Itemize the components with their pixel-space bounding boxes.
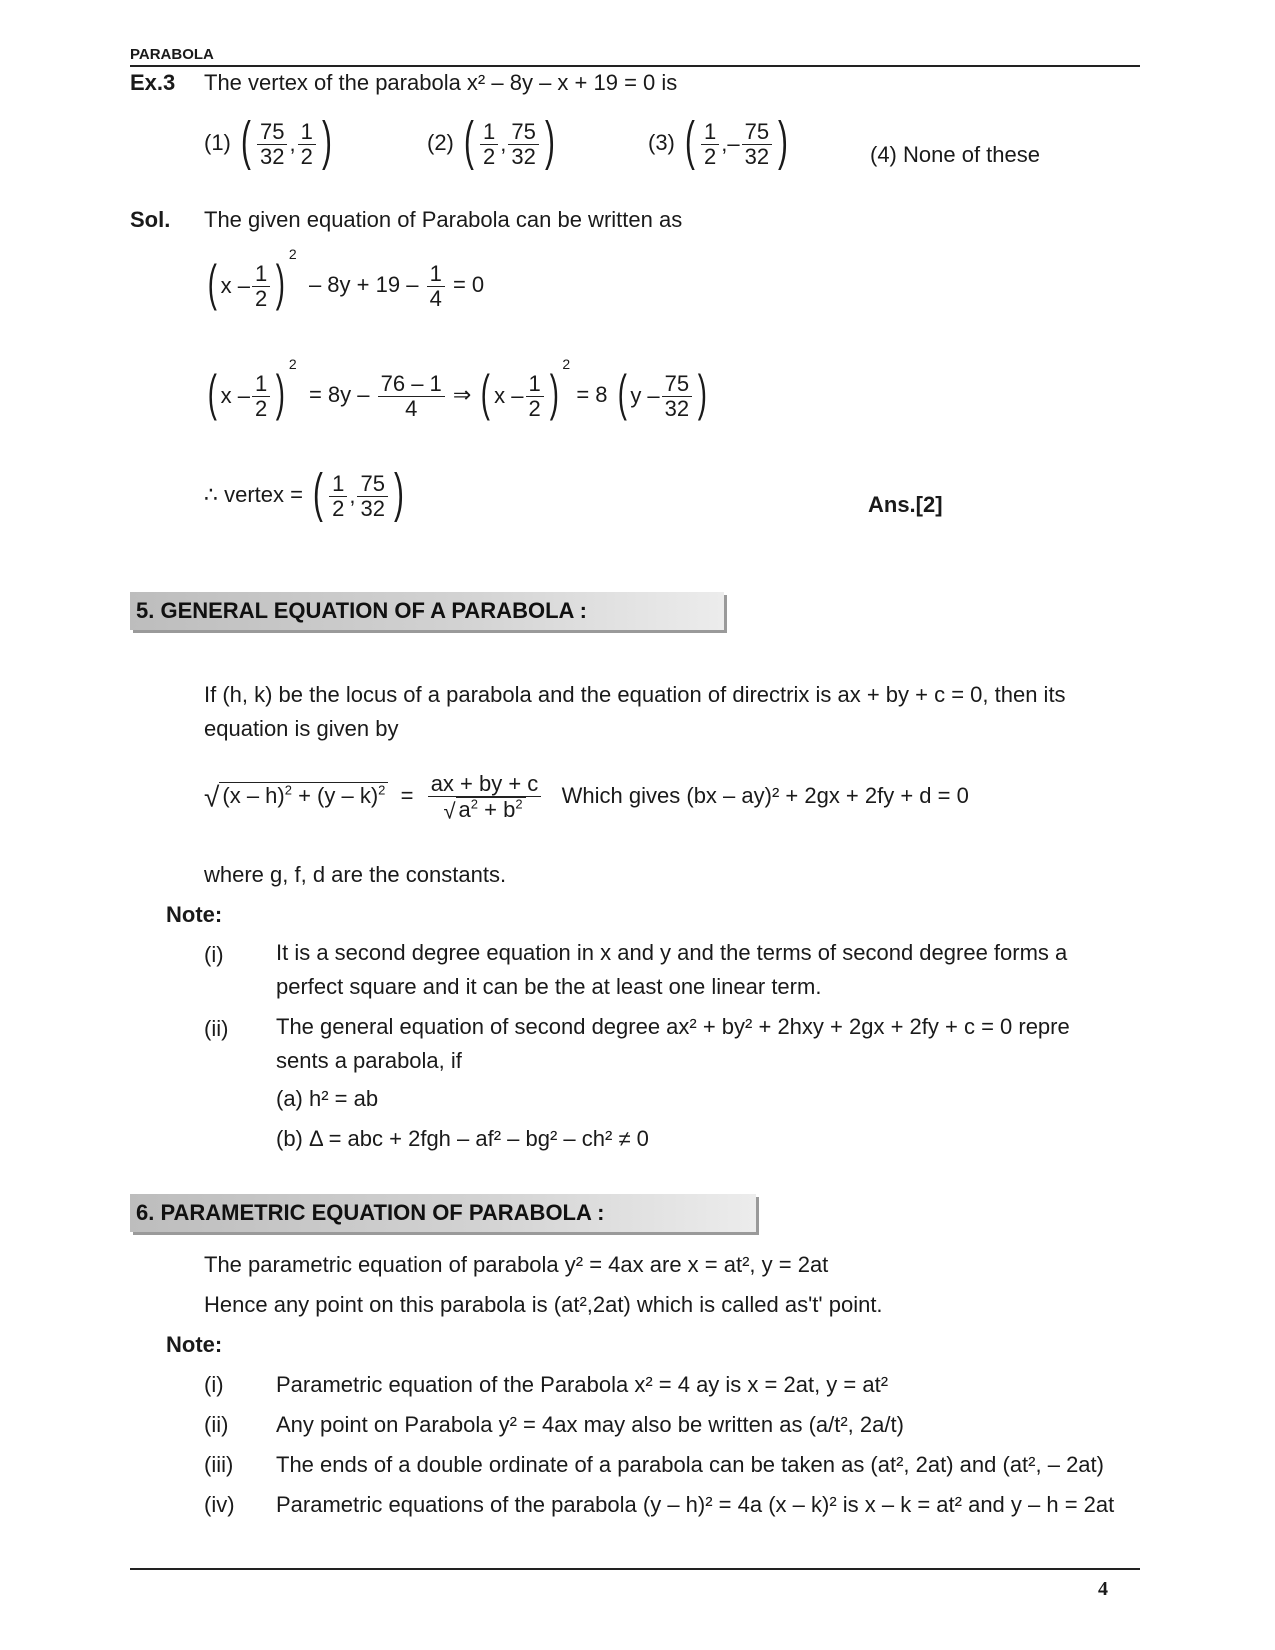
- running-title: PARABOLA: [130, 46, 214, 63]
- note-text: The ends of a double ordinate of a parabola can be taken as (at², 2at) and (at², – 2at): [276, 1452, 1104, 1477]
- note-index: (ii): [204, 1412, 229, 1437]
- option-2: (2) ( $\frac{1}{2}$ , $\frac{75}{32}$ ): [427, 111, 555, 172]
- option-1-number: (1): [204, 130, 231, 156]
- note-index: (iv): [204, 1492, 235, 1517]
- footer-rule: [130, 1568, 1140, 1570]
- section-5-heading: 5. GENERAL EQUATION OF A PARABOLA :: [130, 592, 724, 630]
- parametric-line-1: The parametric equation of parabola y² = 4ax are x = at², y = 2at: [204, 1252, 829, 1277]
- constants-line: where g, f, d are the constants.: [204, 862, 507, 887]
- section-5-paragraph: If (h, k) be the locus of a parabola and the equation of directrix is ax + by + c = 0, then its equation is given by: [204, 682, 1066, 741]
- note-index: (iii): [204, 1452, 234, 1477]
- option-3: (3) ( $\frac{1}{2}$ ,– $\frac{75}{32}$ ): [648, 111, 789, 172]
- note-text: Parametric equation of the Parabola x² = 4 ay is x = 2at, y = at²: [276, 1372, 889, 1397]
- condition-a: (a) h² = ab: [276, 1086, 379, 1111]
- option-1: (1) ( $\frac{75}{32}$ , $\frac{1}{2}$ ): [204, 111, 332, 172]
- section-5-note-label: Note:: [166, 902, 223, 927]
- example-question: The vertex of the parabola x² – 8y – x + 19 = 0 is: [204, 70, 678, 95]
- answer-label: Ans.[2]: [868, 492, 943, 517]
- note-text: The general equation of second degree ax² + by² + 2hxy + 2gx + 2fy + c = 0 repre sents a parabola, if: [276, 1014, 1070, 1073]
- condition-b: (b) Δ = abc + 2fgh – af² – bg² – ch² ≠ 0: [276, 1126, 649, 1151]
- general-equation-formula: √ (x – h)$^2$ + (y – k)$^2$ = $\frac{ax + by + c}{√ a^2 + b^2}$ Which gives (bx – ay)² + 2gx + 2fy + d = 0: [204, 771, 969, 824]
- solution-equation-1: ( x – $\frac{1}{2}$ ) $^2$ – 8y + 19 – $\frac{1}{4}$ = 0: [207, 246, 485, 312]
- section-6-heading: 6. PARAMETRIC EQUATION OF PARABOLA :: [130, 1194, 756, 1232]
- parametric-line-2: Hence any point on this parabola is (at²,2at) which is called as't' point.: [204, 1292, 883, 1317]
- note-text: Any point on Parabola y² = 4ax may also be written as (a/t², 2a/t): [276, 1412, 904, 1437]
- header-rule: [130, 65, 1140, 67]
- option-2-number: (2): [427, 130, 454, 156]
- vertex-result: ∴ vertex = ( $\frac{1}{2}$ , $\frac{75}{32}$ ): [204, 463, 404, 524]
- note-index: (i): [204, 942, 224, 967]
- example-label: Ex.3: [130, 70, 176, 95]
- solution-equation-2: ( x – $\frac{1}{2}$ ) $^2$ = 8y – $\frac{76 - 1}{4}$ ⇒ ( x – $\frac{1}{2}$ ) $^2$ = 8 ( y – $\frac{75}{32}$ ): [207, 356, 708, 422]
- solution-label: Sol.: [130, 207, 171, 232]
- page-number: 4: [1098, 1578, 1108, 1600]
- note-index: (i): [204, 1372, 224, 1397]
- note-text: Parametric equations of the parabola (y – h)² = 4a (x – k)² is x – k = at² and y – h = 2at: [276, 1492, 1115, 1517]
- solution-intro: The given equation of Parabola can be written as: [204, 207, 683, 232]
- section-6-note-label: Note:: [166, 1332, 223, 1357]
- option-3-number: (3): [648, 130, 675, 156]
- note-index: (ii): [204, 1016, 229, 1041]
- option-4: (4) None of these: [870, 142, 1040, 167]
- note-text: It is a second degree equation in x and y and the terms of second degree forms a perfect square and it can be the at least one linear term.: [276, 940, 1068, 999]
